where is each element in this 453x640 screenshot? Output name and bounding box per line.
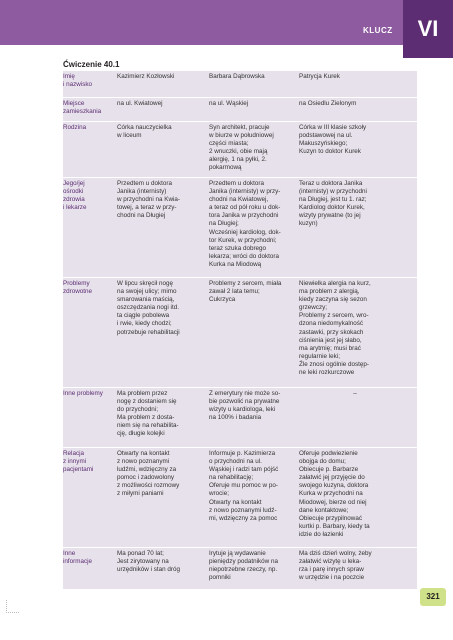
table-cell: na Osiedlu Zielonym — [299, 100, 357, 107]
table-cell: Teraz u doktora Janika (internisty) w przychodni na Długiej, jest tu 1. raz; Kardiolog doktor Kurek, wizyty prywatne (to jej kuzyn) — [299, 180, 367, 228]
table-cell: Problemy z sercem, miała zawał 2 lata temu; Cukrzyca — [209, 280, 282, 304]
row-header: Jego/jej ośrodki zdrowia i lekarze — [63, 180, 87, 212]
table-row — [63, 547, 417, 590]
table-cell: Syn architekt, pracuje w biurze w południowej części miasta; 2 wnuczki, obie mają alergię, 1 na pyłki, 2. pokarmową — [209, 124, 274, 172]
table-row — [63, 447, 417, 548]
table-cell: W lipcu skręcił nogę na swojej ulicy; mimo smarowania maścią, oszczędzania nogi itd. ta ciągle pobolewa i rwie, kiedy chodzi; potrzebuje rehabilitacji — [117, 280, 180, 336]
row-header: Problemy zdrowotne — [63, 280, 93, 296]
table-cell: na ul. Kwiatowej — [117, 100, 163, 107]
table-row — [63, 71, 417, 97]
table-row — [63, 97, 417, 122]
table-cell: Ma ponad 70 lat; Jest zirytowany na urzędników i stan dróg — [117, 550, 181, 574]
section-label: KLUCZ — [363, 26, 393, 35]
table-cell: Ma problem przez nogę z dostaniem się do przychodni; Ma problem z dosta- niem się na rehabilita- cję, długie kolejki — [117, 390, 179, 438]
row-header: Inne problemy — [63, 390, 103, 397]
table-cell: Córka w III klasie szkoły podstawowej na ul. Makuszyńskiego; Kuzyn to doktor Kurek — [299, 124, 367, 156]
exercise-title: Ćwiczenie 40.1 — [63, 60, 120, 69]
answer-table — [63, 71, 417, 589]
table-cell: Otwarty na kontakt z nowo poznanymi ludźmi, wdzięczny za pomoc i zadowolony z możliwości rozmowy z miłymi paniami — [117, 450, 180, 498]
page-number: 321 — [420, 588, 446, 606]
table-row — [63, 277, 417, 388]
table-cell: na ul. Wąskiej — [209, 100, 249, 107]
row-header: Inne informacje — [63, 550, 93, 566]
row-header: Miejsce zamieszkania — [63, 100, 102, 116]
table-cell: Patrycja Kurek — [299, 73, 340, 80]
table-cell: Informuje p. Kazimierza o przychodni na ul. Wąskiej i radzi tam pójść na rehabilitację; Oferuje mu pomoc w po- wrocie; Otwarty na kontakt z nowo poznanymi ludź- mi, wdzięczny za pomoc — [209, 450, 279, 522]
table-row — [63, 177, 417, 278]
table-cell: Ma dziś dzień wolny, żeby załatwić wizytę u leka- rza i parę innych spraw w urzędzie i na poczcie — [299, 550, 372, 582]
table-cell: Z emerytury nie może so- bie pozwolić na prywatne wizyty u kardiologa, leki na 100% i badania — [209, 390, 281, 422]
table-cell: Przedtem u doktora Janika (internisty) w przy- chodni na Kwiatowej, a teraz od pół roku u dok- tora Janika w przychodni na Długiej; Wcześniej kardiolog, dok- tor Kurek, w przychodni; teraz szuka dobrego lekarza; wróci do doktora Kurka na Miodową — [209, 180, 281, 268]
table-cell: Oferuje podwiezienie obojga do domu; Obiecuje p. Barbarze załatwić jej przyjęcie do swojego kuzyna, doktora Kurka w przychodni na Miodowej, bierze od niej dane kontaktowe; Obiecuje przypilnować kurtki p. Barbary, kiedy ta idzie do łazienki — [299, 450, 370, 538]
table-row — [63, 121, 417, 178]
row-header: Imię i nazwisko — [63, 73, 93, 89]
row-header: Rodzina — [63, 124, 87, 131]
table-cell: – — [353, 390, 357, 397]
table-cell: Kazimierz Kozłowski — [117, 73, 175, 80]
table-row — [63, 387, 417, 448]
row-header: Relacja z innymi pacjentami — [63, 450, 94, 474]
header-band — [0, 0, 453, 45]
chapter-numeral: VI — [417, 16, 439, 41]
table-cell: Córka nauczycielka w liceum — [117, 124, 172, 140]
table-cell: Irytuje ją wydawanie pieniędzy podatników na niepotrzebne rzeczy, np. pomniki — [209, 550, 278, 582]
table-cell: Przedtem u doktora Janika (internisty) w przychodni na Kwia- towej, a teraz w przy- chodni na Długiej — [117, 180, 180, 220]
table-cell: Barbara Dąbrowska — [209, 73, 265, 80]
table-cell: Niewielka alergia na kurz, ma problem z alergią, kiedy zaczyna się sezon grzewczy; Problemy z sercem, wro- dzona niedomykalność zastawki, przy skokach ciśnienia jest jej słabo, ma arytmię; musi brać regularnie leki; Źle znosi ogólnie dostęp- ne leki rozkurczowe — [299, 280, 371, 377]
crop-mark — [6, 600, 19, 613]
